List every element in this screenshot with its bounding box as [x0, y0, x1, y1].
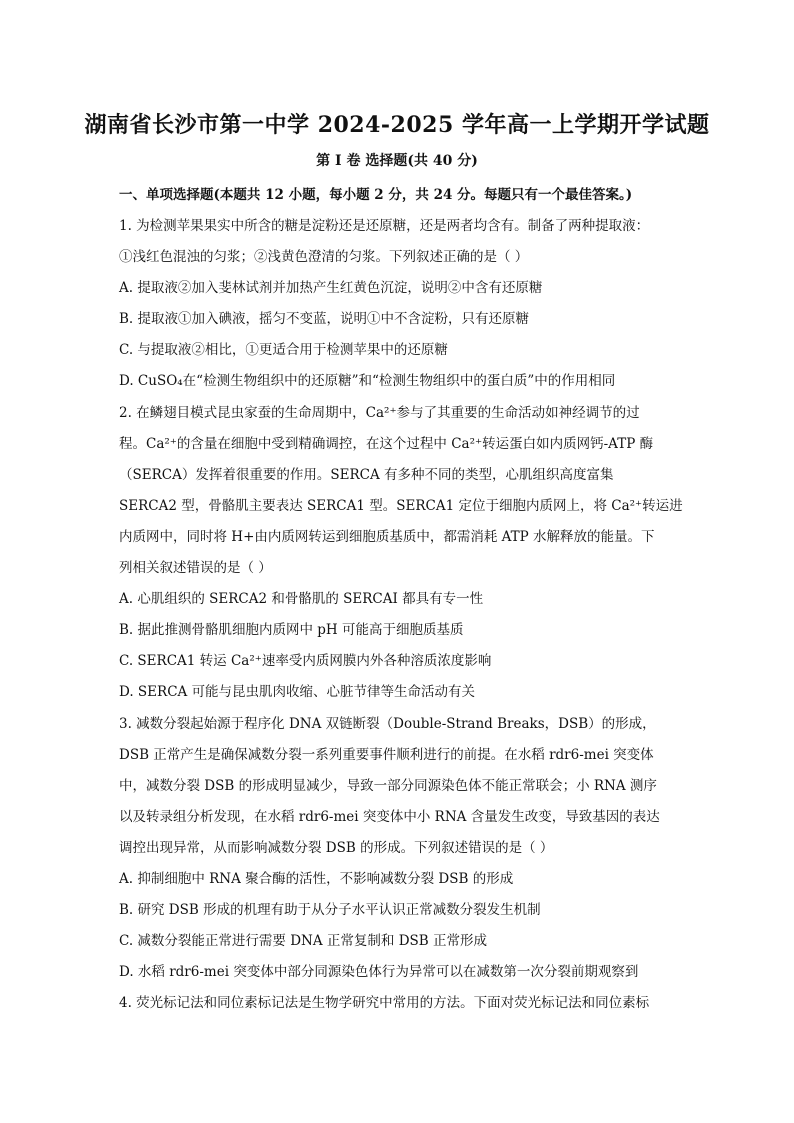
option-d: D. SERCA 可能与昆虫肌肉收缩、心脏节律等生命活动有关	[119, 684, 476, 701]
question-stem-line: 列相关叙述错误的是（ ）	[119, 560, 272, 577]
question-stem-line: 程。Ca²⁺的含量在细胞中受到精确调控，在这个过程中 Ca²⁺转运蛋白如内质网钙-ATP 酶	[119, 435, 654, 452]
question-stem-line: 以及转录组分析发现，在水稻 rdr6-mei 突变体中小 RNA 含量发生改变，导致基因的表达	[119, 808, 660, 825]
option-b: B. 据此推测骨骼肌细胞内质网中 pH 可能高于细胞质基质	[119, 622, 464, 639]
question-list	[119, 211, 683, 1019]
question-stem-line: 1. 为检测苹果果实中所含的糖是淀粉还是还原糖，还是两者均含有。制备了两种提取液：	[119, 218, 650, 234]
question-stem-line: ①浅红色混浊的匀浆；②浅黄色澄清的匀浆。下列叙述正确的是（ ）	[119, 249, 529, 266]
option-a: A. 提取液②加入斐林试剂并加热产生红黄色沉淀，说明②中含有还原糖	[119, 280, 543, 297]
question-stem-line: 3. 减数分裂起始源于程序化 DNA 双链断裂（Double-Strand Breaks，DSB）的形成，	[119, 715, 656, 732]
option-c: C. 与提取液②相比，①更适合用于检测苹果中的还原糖	[119, 342, 448, 359]
part-heading: 第 I 卷 选择题(共 40 分)	[316, 153, 478, 169]
question-stem-line: （SERCA）发挥着很重要的作用。SERCA 有多种不同的类型，心肌组织高度富集	[119, 466, 614, 483]
question-stem-line: 中，减数分裂 DSB 的形成明显减少，导致一部分同源染色体不能正常联会；小 RNA 测序	[119, 777, 657, 794]
question-stem-line: 4. 荧光标记法和同位素标记法是生物学研究中常用的方法。下面对荧光标记法和同位素标	[119, 995, 650, 1012]
question-stem-line: 内质网中，同时将 H+由内质网转运到细胞质基质中，都需消耗 ATP 水解释放的能量。下	[119, 528, 655, 545]
option-a: A. 抑制细胞中 RNA 聚合酶的活性，不影响减数分裂 DSB 的形成	[119, 870, 514, 887]
question-1	[119, 211, 679, 398]
option-b: B. 提取液①加入碘液，摇匀不变蓝，说明①中不含淀粉，只有还原糖	[119, 311, 530, 328]
option-b: B. 研究 DSB 形成的机理有助于从分子水平认识正常减数分裂发生机制	[119, 902, 541, 919]
page-title: 湖南省长沙市第一中学 2024-2025 学年高一上学期开学试题	[84, 112, 710, 138]
question-stem-line: 2. 在鳞翅目模式昆虫家蚕的生命周期中，Ca²⁺参与了其重要的生命活动如神经调节的过	[119, 404, 640, 421]
option-d: D. CuSO₄在“检测生物组织中的还原糖”和“检测生物组织中的蛋白质”中的作用相同	[119, 373, 616, 390]
option-a: A. 心肌组织的 SERCA2 和骨骼肌的 SERCAI 都具有专一性	[119, 591, 484, 608]
question-2	[119, 398, 683, 709]
question-stem-line: SERCA2 型，骨骼肌主要表达 SERCA1 型。SERCA1 定位于细胞内质网上，将 Ca²⁺转运进	[119, 497, 683, 514]
section-heading: 一、单项选择题(本题共 12 小题，每小题 2 分，共 24 分。每题只有一个最佳答案。)	[119, 187, 633, 203]
question-4	[119, 988, 679, 1019]
question-stem-line: 调控出现异常，从而影响减数分裂 DSB 的形成。下列叙述错误的是（ ）	[119, 839, 554, 856]
question-stem-line: DSB 正常产生是确保减数分裂一系列重要事件顺利进行的前提。在水稻 rdr6-mei 突变体	[119, 746, 654, 763]
question-3	[119, 709, 679, 989]
option-d: D. 水稻 rdr6-mei 突变体中部分同源染色体行为异常可以在减数第一次分裂前期观察到	[119, 964, 639, 981]
option-c: C. SERCA1 转运 Ca²⁺速率受内质网膜内外各种溶质浓度影响	[119, 653, 492, 670]
option-c: C. 减数分裂能正常进行需要 DNA 正常复制和 DSB 正常形成	[119, 933, 487, 950]
